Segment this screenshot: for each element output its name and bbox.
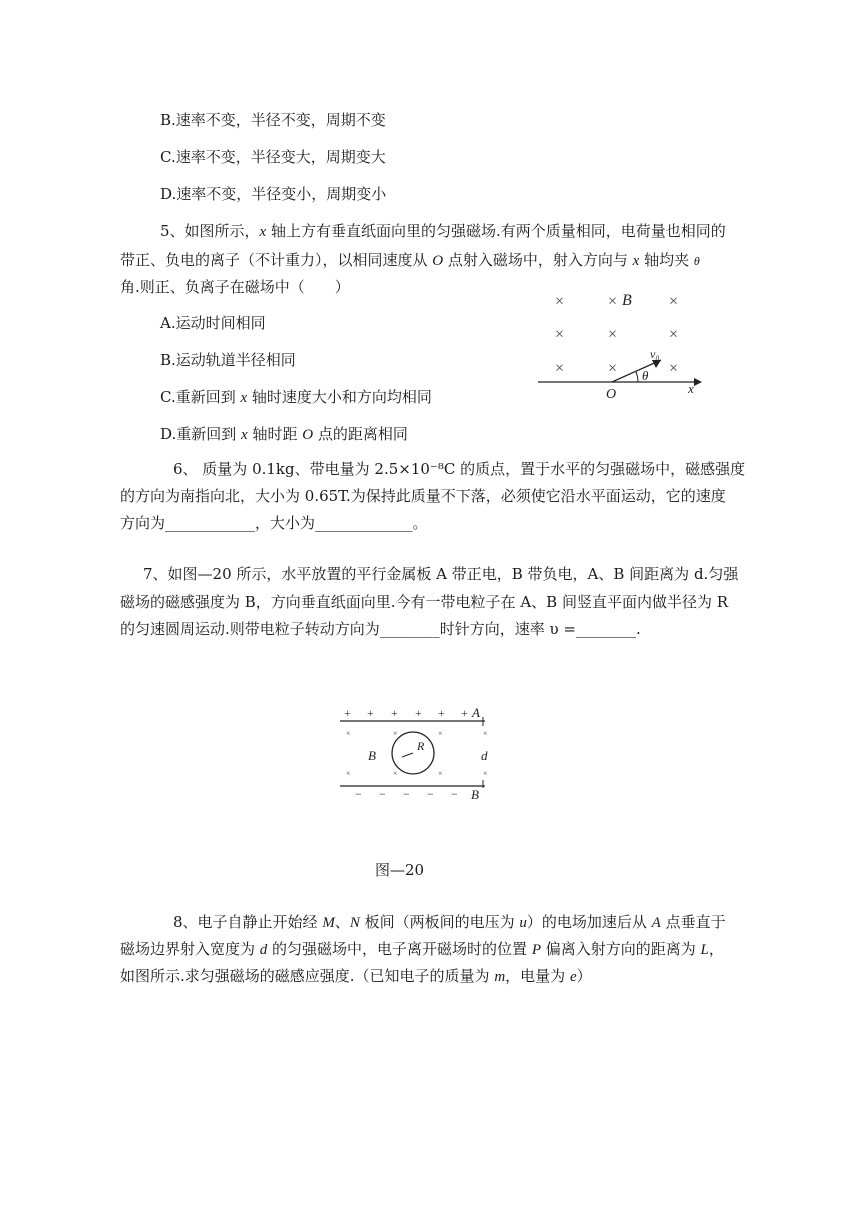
field-cross-small: ×	[393, 769, 398, 778]
q5-stem-line1: 5、如图所示，x 轴上方有垂直纸面向里的匀强磁场.有两个质量相同，电荷量也相同的	[160, 222, 726, 240]
q5-magnetic-field-figure	[530, 286, 710, 402]
field-cross-small: ×	[438, 729, 443, 738]
field-cross: ×	[669, 360, 679, 377]
radius-line	[402, 753, 413, 757]
field-cross-small: ×	[393, 729, 398, 738]
field-cross: ×	[555, 326, 565, 343]
field-cross-small: ×	[483, 769, 488, 778]
q5-option-c: C.重新回到 x 轴时速度大小和方向均相同	[160, 388, 432, 406]
q7-stem-line3: 的匀速圆周运动.则带电粒子转动方向为________时针方向，速率 υ =________.	[120, 620, 641, 638]
plus-sign: +	[391, 706, 398, 720]
field-cross: ×	[555, 360, 565, 377]
field-b-label: B	[368, 748, 376, 763]
minus-sign: −	[427, 787, 434, 801]
field-cross: ×	[608, 360, 618, 377]
q6-stem-line1: 6、 质量为 0.1kg、带电量为 2.5×10⁻⁸C 的质点，置于水平的匀强磁场中，磁感强度	[173, 460, 746, 478]
field-cross-small: ×	[483, 729, 488, 738]
q7-parallel-plates-figure	[335, 700, 505, 806]
minus-sign: −	[403, 787, 410, 801]
radius-label: R	[417, 739, 425, 753]
figure-caption: 图—20	[375, 861, 425, 879]
theta-label: θ	[642, 368, 649, 383]
field-cross-small: ×	[346, 729, 351, 738]
field-cross: ×	[608, 293, 618, 310]
v0-label: v₀	[650, 347, 660, 361]
plus-sign: +	[415, 706, 422, 720]
plate-b-label: B	[471, 787, 479, 802]
field-cross: ×	[669, 293, 679, 310]
q5-option-b: B.运动轨道半径相同	[160, 351, 296, 369]
q5-option-a: A.运动时间相同	[160, 314, 266, 332]
field-cross: ×	[669, 326, 679, 343]
q5-stem-line2: 带正、负电的离子（不计重力），以相同速度从 O 点射入磁场中，射入方向与 x 轴均夹 θ	[120, 251, 700, 269]
q7-stem-line1: 7、如图—20 所示，水平放置的平行金属板 A 带正电，B 带负电，A、B 间距离为 d.匀强	[143, 565, 739, 583]
minus-sign: −	[355, 787, 362, 801]
q4-option-d: D.速率不变，半径变小，周期变小	[160, 185, 387, 203]
plus-sign: +	[438, 706, 445, 720]
field-cross-small: ×	[438, 769, 443, 778]
minus-sign: −	[451, 787, 458, 801]
q5-option-d: D.重新回到 x 轴时距 O 点的距离相同	[160, 425, 408, 443]
q6-stem-line2: 的方向为南指向北，大小为 0.65T.为保持此质量不下落，必须使它沿水平面运动，它的速度	[120, 487, 726, 505]
x-axis-arrowhead	[694, 378, 702, 386]
angle-arc	[636, 372, 638, 382]
q4-option-b: B.速率不变，半径不变，周期不变	[160, 111, 386, 129]
minus-sign: −	[379, 787, 386, 801]
plus-sign: +	[344, 706, 351, 720]
field-label-b: B	[622, 292, 632, 309]
q8-stem-line1: 8、电子自静止开始经 M、N 板间（两板间的电压为 u）的电场加速后从 A 点垂直于	[173, 913, 726, 931]
field-cross: ×	[555, 293, 565, 310]
origin-label: O	[606, 387, 617, 402]
distance-d-label: d	[481, 748, 488, 763]
x-axis-label: x	[688, 381, 694, 396]
q4-option-c: C.速率不变，半径变大，周期变大	[160, 148, 386, 166]
field-cross: ×	[608, 326, 618, 343]
field-cross-small: ×	[346, 769, 351, 778]
q7-stem-line2: 磁场的磁感强度为 B，方向垂直纸面向里.今有一带电粒子在 A、B 间竖直平面内做半径为 R	[120, 593, 729, 611]
q5-stem-line3: 角.则正、负离子在磁场中（ ）	[120, 278, 350, 296]
plus-sign: +	[367, 706, 374, 720]
plate-a-label: A	[472, 705, 480, 720]
plus-sign: +	[461, 706, 468, 720]
q8-stem-line3: 如图所示.求匀强磁场的磁感应强度.（已知电子的质量为 m，电量为 e）	[120, 967, 592, 985]
q8-stem-line2: 磁场边界射入宽度为 d 的匀强磁场中，电子离开磁场时的位置 P 偏离入射方向的距离为 L，	[120, 940, 724, 958]
q6-stem-line3: 方向为____________，大小为_____________。	[120, 514, 428, 532]
